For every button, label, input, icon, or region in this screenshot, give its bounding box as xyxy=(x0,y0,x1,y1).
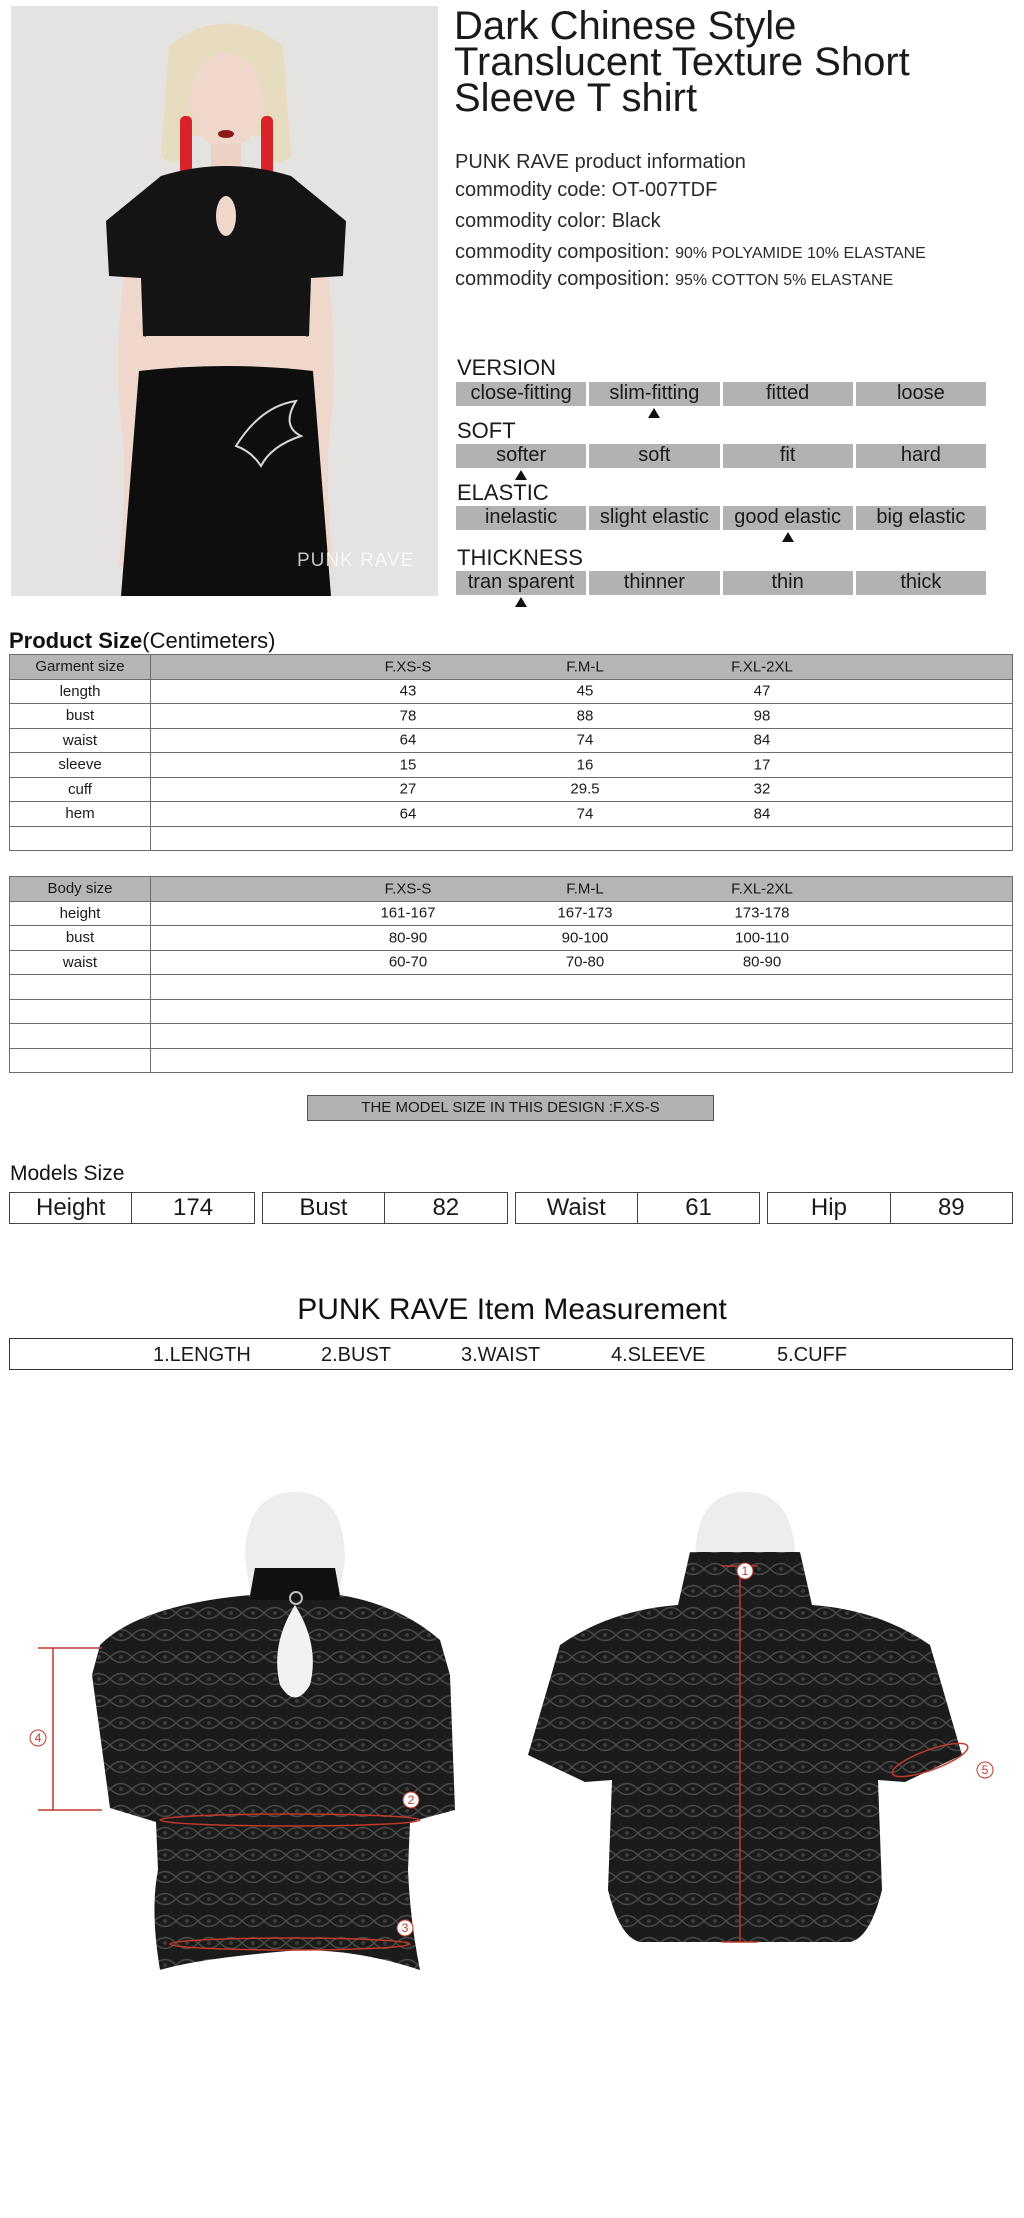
table-row xyxy=(10,728,1013,753)
row-label: Garment size xyxy=(10,655,151,680)
info-label: commodity composition: xyxy=(455,241,676,263)
size-value: 47 xyxy=(753,682,771,700)
models-pair-hip xyxy=(767,1192,1013,1224)
value-cell xyxy=(151,950,1013,975)
value-cell xyxy=(151,679,1013,704)
size-value: 15 xyxy=(399,756,417,774)
product-title: Dark Chinese Style Translucent Texture Short Sleeve T shirt xyxy=(454,4,910,120)
attr-option xyxy=(589,382,719,406)
info-line-brand xyxy=(455,151,746,174)
size-value: 80-90 xyxy=(388,929,428,947)
value-cell xyxy=(151,777,1013,802)
size-value: F.XS-S xyxy=(384,658,432,676)
selected-marker-icon xyxy=(515,470,527,480)
attr-option-label: fitted xyxy=(765,382,810,404)
watermark-text: PUNK RAVE xyxy=(297,550,415,571)
row-label: bust xyxy=(10,704,151,729)
table-row xyxy=(10,802,1013,827)
info-line-code xyxy=(455,179,717,202)
row-label xyxy=(10,975,151,1000)
row-label: waist xyxy=(10,728,151,753)
value-cell xyxy=(151,704,1013,729)
row-label: bust xyxy=(10,926,151,951)
attr-option-label: tran sparent xyxy=(467,571,575,593)
measure-item-length: 1.LENGTH xyxy=(153,1344,251,1366)
attr-option xyxy=(589,444,719,468)
heading-rest: (Centimeters) xyxy=(142,628,276,653)
attr-row-soft xyxy=(456,444,986,468)
garment-measurement-diagram xyxy=(0,1470,1024,2050)
attr-option-label: inelastic xyxy=(484,506,558,528)
size-value: 74 xyxy=(576,805,594,823)
table-header-row xyxy=(10,877,1013,902)
size-value: 60-70 xyxy=(388,953,428,971)
info-label: commodity code: OT-007TDF xyxy=(455,179,718,201)
attr-option xyxy=(456,506,586,530)
size-value: 84 xyxy=(753,731,771,749)
attr-title-version: VERSION xyxy=(457,355,557,380)
model-photo xyxy=(11,6,438,596)
heading-bold: Product Size xyxy=(9,628,143,653)
body-size-table xyxy=(9,876,1013,1073)
size-value: 84 xyxy=(753,805,771,823)
value-cell xyxy=(151,877,1013,902)
size-value: 70-80 xyxy=(565,953,605,971)
table-row xyxy=(10,926,1013,951)
size-value: 173-178 xyxy=(734,904,790,922)
attr-option xyxy=(856,506,986,530)
model-illustration xyxy=(11,6,438,596)
table-row xyxy=(10,975,1013,1000)
size-value: F.XL-2XL xyxy=(731,658,793,676)
size-value: 16 xyxy=(576,756,594,774)
measure-item-cuff: 5.CUFF xyxy=(777,1344,847,1366)
attr-option xyxy=(856,382,986,406)
size-value: F.XL-2XL xyxy=(731,880,793,898)
measure-item-sleeve: 4.SLEEVE xyxy=(611,1344,706,1366)
value-cell xyxy=(151,926,1013,951)
attr-option-label: thin xyxy=(771,571,804,593)
measurement-title: PUNK RAVE Item Measurement xyxy=(297,1293,727,1326)
attr-option xyxy=(723,571,853,595)
attr-option xyxy=(856,444,986,468)
attr-option-label: slim-fitting xyxy=(609,382,700,404)
models-size-title: Models Size xyxy=(10,1162,125,1185)
row-label: cuff xyxy=(10,777,151,802)
table-row xyxy=(10,1048,1013,1073)
table-row xyxy=(10,679,1013,704)
attr-option xyxy=(856,571,986,595)
size-value: 45 xyxy=(576,682,594,700)
value-cell xyxy=(151,655,1013,680)
row-label xyxy=(10,1024,151,1049)
value-cell xyxy=(151,999,1013,1024)
info-line-composition-2 xyxy=(455,268,893,291)
row-label: hem xyxy=(10,802,151,827)
attr-option xyxy=(456,382,586,406)
models-value: 174 xyxy=(173,1194,214,1221)
size-value: 98 xyxy=(753,707,771,725)
models-label: Height xyxy=(10,1193,132,1223)
value-cell xyxy=(151,901,1013,926)
models-value: 61 xyxy=(685,1194,712,1221)
svg-text:4: 4 xyxy=(34,1731,42,1745)
svg-text:1: 1 xyxy=(741,1564,749,1578)
size-value: F.M-L xyxy=(566,880,604,898)
attr-option-label: thinner xyxy=(623,571,685,593)
attr-option xyxy=(456,444,586,468)
attr-option-label: good elastic xyxy=(734,506,841,528)
attr-row-elastic xyxy=(456,506,986,530)
row-label xyxy=(10,1048,151,1073)
measure-item-waist: 3.WAIST xyxy=(461,1344,541,1366)
size-value: 90-100 xyxy=(561,929,609,947)
selected-marker-icon xyxy=(648,408,660,418)
row-label: Body size xyxy=(10,877,151,902)
value-cell xyxy=(151,826,1013,851)
attr-option xyxy=(723,382,853,406)
size-value: 29.5 xyxy=(570,780,600,798)
size-value: 17 xyxy=(753,756,771,774)
attr-option-label: big elastic xyxy=(876,506,966,528)
attr-option xyxy=(723,506,853,530)
size-value: 100-110 xyxy=(735,929,789,947)
measure-item-bust: 2.BUST xyxy=(321,1344,392,1366)
info-value: 90% POLYAMIDE 10% ELASTANE xyxy=(675,245,926,262)
size-value: 32 xyxy=(753,780,771,798)
attr-option-label: slight elastic xyxy=(599,506,709,528)
table-row xyxy=(10,999,1013,1024)
marker-bust xyxy=(403,1792,419,1808)
info-value: 95% COTTON 5% ELASTANE xyxy=(675,272,894,289)
models-pair-bust xyxy=(262,1192,508,1224)
row-label: height xyxy=(10,901,151,926)
size-value: 64 xyxy=(399,805,417,823)
table-row xyxy=(10,753,1013,778)
value-cell xyxy=(151,802,1013,827)
back-garment xyxy=(528,1492,962,1942)
model-size-note: THE MODEL SIZE IN THIS DESIGN :F.XS-S xyxy=(307,1095,714,1121)
attr-option-label: softer xyxy=(496,444,547,466)
size-value: 80-90 xyxy=(742,953,782,971)
product-size-heading xyxy=(9,628,276,654)
attr-row-version xyxy=(456,382,986,406)
size-value: 167-173 xyxy=(557,904,613,922)
value-cell xyxy=(151,1024,1013,1049)
value-cell xyxy=(151,975,1013,1000)
size-value: 88 xyxy=(576,707,594,725)
marker-cuff xyxy=(977,1762,993,1778)
row-label: waist xyxy=(10,950,151,975)
size-value: F.XS-S xyxy=(384,880,432,898)
table-header-row xyxy=(10,655,1013,680)
table-row xyxy=(10,901,1013,926)
garment-size-table xyxy=(9,654,1013,851)
info-line-color xyxy=(455,210,661,233)
models-value: 82 xyxy=(432,1194,460,1221)
marker-length xyxy=(737,1563,753,1579)
value-cell xyxy=(151,753,1013,778)
info-label: PUNK RAVE product information xyxy=(455,151,746,173)
value-cell xyxy=(151,728,1013,753)
models-label: Waist xyxy=(516,1193,638,1223)
selected-marker-icon xyxy=(515,597,527,607)
size-value: 74 xyxy=(576,731,594,749)
models-label: Hip xyxy=(768,1193,890,1223)
info-label: commodity composition: xyxy=(455,268,676,290)
svg-text:5: 5 xyxy=(981,1763,989,1777)
models-pair-waist xyxy=(515,1192,761,1224)
info-label: commodity color: Black xyxy=(455,210,661,232)
marker-waist xyxy=(397,1920,413,1936)
attr-option-label: loose xyxy=(896,382,945,404)
attr-row-thickness xyxy=(456,571,986,595)
table-row xyxy=(10,826,1013,851)
attr-option xyxy=(723,444,853,468)
table-row xyxy=(10,950,1013,975)
attr-option xyxy=(589,571,719,595)
svg-text:2: 2 xyxy=(407,1793,415,1807)
attr-option-label: thick xyxy=(900,571,942,593)
attr-option-label: hard xyxy=(900,444,941,466)
info-line-composition-1 xyxy=(455,241,926,264)
attr-option-label: close-fitting xyxy=(470,382,572,404)
table-row xyxy=(10,704,1013,729)
table-row xyxy=(10,777,1013,802)
size-value: F.M-L xyxy=(566,658,604,676)
models-label: Bust xyxy=(263,1193,385,1223)
attr-option xyxy=(589,506,719,530)
models-value: 89 xyxy=(937,1194,965,1221)
attr-title-thickness: THICKNESS xyxy=(457,545,583,570)
table-row xyxy=(10,1024,1013,1049)
row-label xyxy=(10,999,151,1024)
size-value: 64 xyxy=(399,731,417,749)
size-value: 161-167 xyxy=(380,904,436,922)
row-label: sleeve xyxy=(10,753,151,778)
size-value: 43 xyxy=(399,682,417,700)
row-label xyxy=(10,826,151,851)
row-label: length xyxy=(10,679,151,704)
front-garment xyxy=(92,1492,455,1970)
attr-option-label: fit xyxy=(779,444,796,466)
marker-sleeve xyxy=(30,1730,46,1746)
value-cell xyxy=(151,1048,1013,1073)
models-size-row xyxy=(9,1192,1013,1224)
attr-title-elastic: ELASTIC xyxy=(457,480,549,505)
size-value: 78 xyxy=(399,707,417,725)
measurement-legend xyxy=(9,1338,1013,1370)
size-value: 27 xyxy=(399,780,417,798)
attr-option xyxy=(456,571,586,595)
attr-option-label: soft xyxy=(638,444,671,466)
attr-title-soft: SOFT xyxy=(457,418,516,443)
svg-text:3: 3 xyxy=(401,1921,409,1935)
selected-marker-icon xyxy=(782,532,794,542)
models-pair-height xyxy=(9,1192,255,1224)
